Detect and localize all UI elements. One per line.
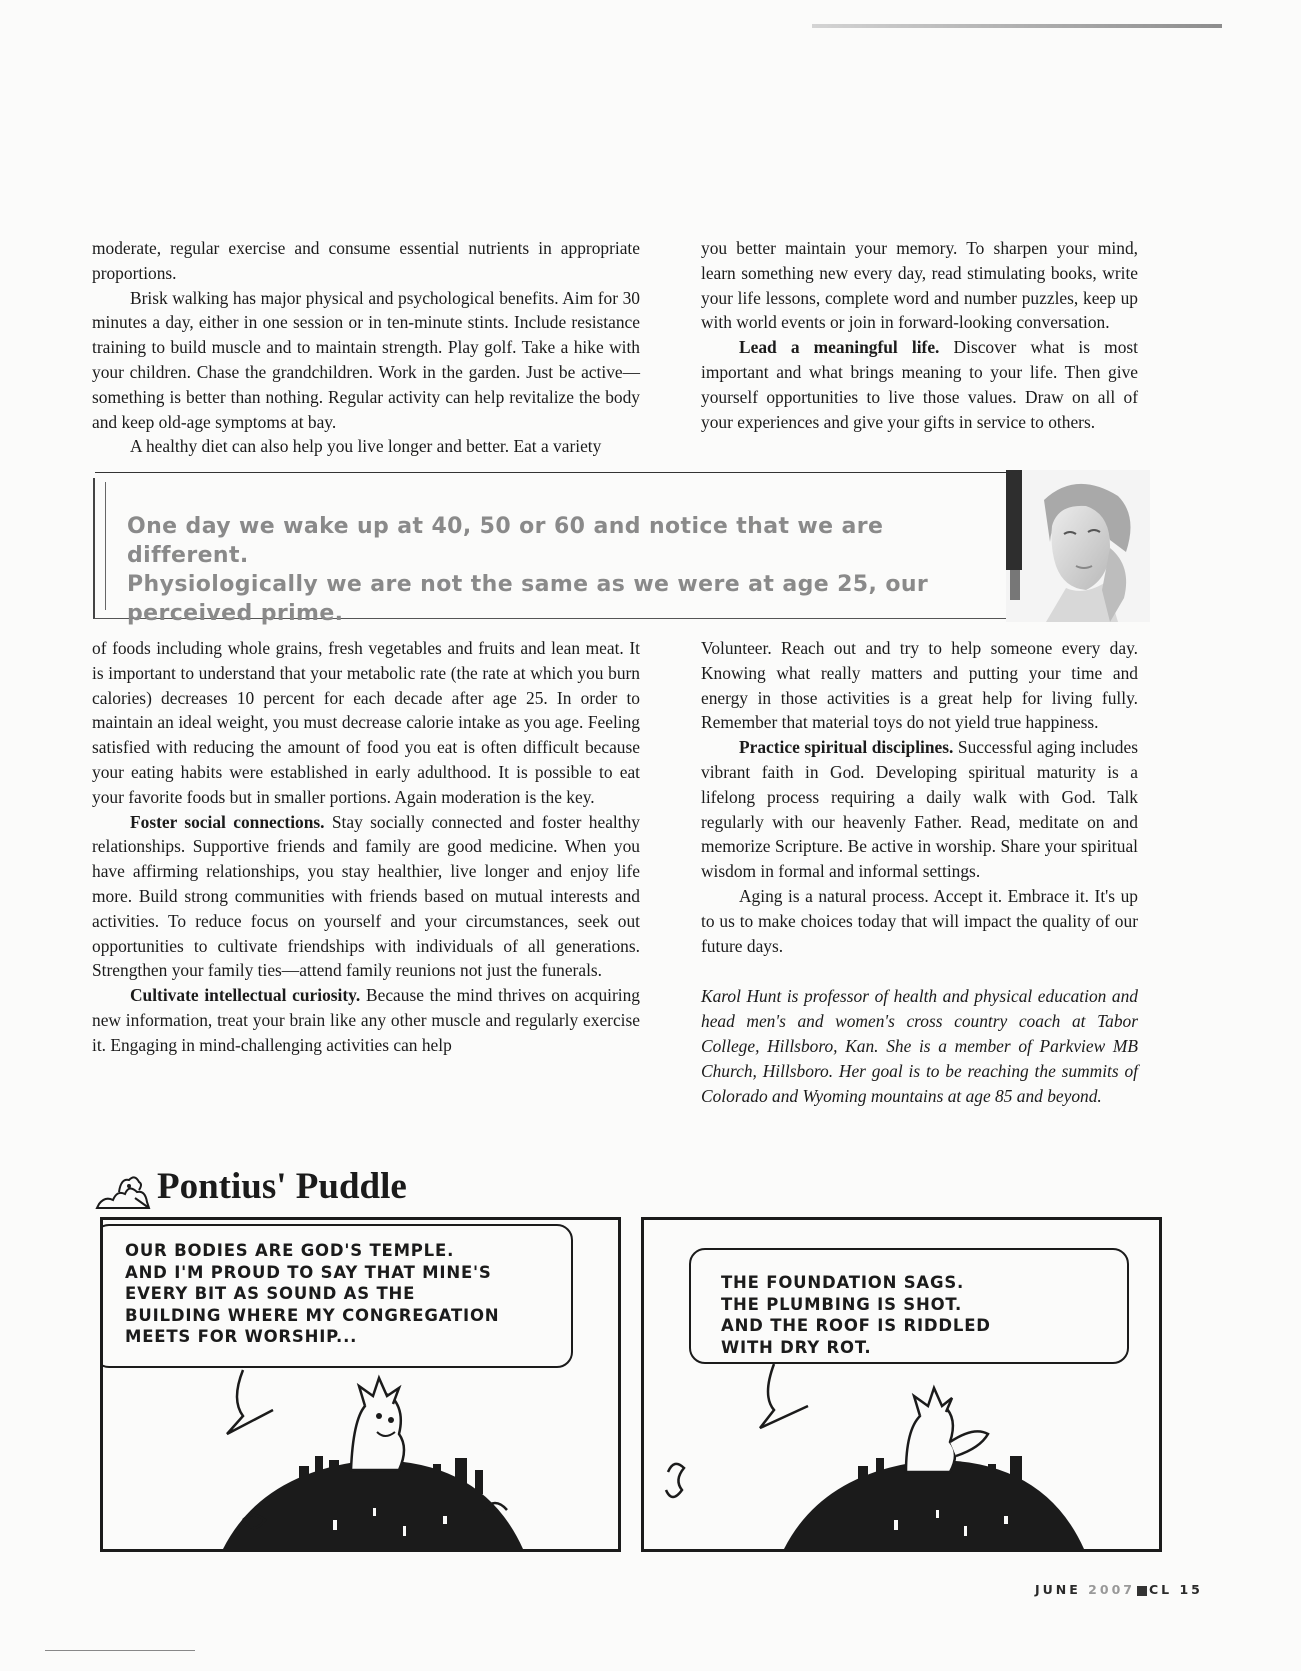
paragraph [701, 735, 1138, 884]
paragraph: you better maintain your memory. To sharpen your mind, learn something new every day, read stimulating books, write your life lessons, complete word and number puzzles, keep up with world events or join in forward-looking conversation. [701, 238, 1138, 333]
paragraph: Brisk walking has major physical and psychological benefits. Aim for 30 minutes a day, either in one session or in ten-minute stints. Include resistance training to build muscle and to maintain strength. Play golf. Take a hike with your children. Chase the grandchildren. Work in the garden. Just be active—something is better than nothing. Regular activity can help revitalize the body and keep old-age symptoms at bay. [92, 287, 640, 432]
page-footer [1035, 1582, 1203, 1597]
dialogue-line: BUILDING WHERE MY CONGREGATION [125, 1305, 500, 1325]
footer-year: 2007 [1088, 1582, 1135, 1597]
dialogue-line: AND THE ROOF IS RIDDLED [721, 1316, 991, 1335]
comic-title-text: Pontius' Puddle [157, 1166, 407, 1207]
dialogue-line: AND I'M PROUD TO SAY THAT MINE'S [125, 1262, 492, 1282]
pull-quote-inner-rule [105, 482, 106, 610]
dialogue-line: THE PLUMBING IS SHOT. [721, 1294, 963, 1314]
comic-panel-2 [641, 1217, 1162, 1552]
dialogue-line: EVERY BIT AS SOUND AS THE [125, 1284, 416, 1303]
paragraph: Aging is a natural process. Accept it. Embrace it. It's up to us to make choices today that will impact the quality of our future days. [701, 885, 1138, 956]
paragraph [92, 983, 640, 1057]
subhead-cultivate-intellectual-curiosity: Cultivate intellectual curiosity. [130, 985, 361, 1006]
woman-photo [1006, 470, 1150, 622]
paragraph [701, 335, 1138, 434]
article-column-right-top [701, 236, 1138, 434]
pull-quote-line-1: One day we wake up at 40, 50 or 60 and notice that we are different. [127, 514, 884, 568]
paragraph: Volunteer. Reach out and try to help someone every day. Knowing what really matters and putting your time and energy in those activities is a great help for living fully. Remember that material toys do not yield true happiness. [701, 638, 1138, 733]
speech-bubble-2 [689, 1248, 1129, 1364]
top-rule [812, 24, 1222, 28]
paragraph: A healthy diet can also help you live longer and better. Eat a variety [130, 436, 602, 457]
author-bio: Karol Hunt is professor of health and physical education and head men's and women's cross country coach at Tabor College, Hillsboro, Kan. She is a member of Parkview MB Church, Hillsboro. Her goal is to be reaching the summits of Colorado and Wyoming mountains at age 85 and beyond. [701, 986, 1138, 1106]
bottom-rule [45, 1650, 195, 1651]
paragraph-body: Discover what is most important and what brings meaning to your life. Then give yourself opportunities to live those values. Draw on all of your experiences and give your gifts in service to others. [701, 337, 1138, 432]
article-column-right-bottom [701, 636, 1138, 1108]
subhead-practice-spiritual-disciplines: Practice spiritual disciplines. [739, 737, 954, 758]
dialogue-line: THE FOUNDATION SAGS. [721, 1273, 965, 1292]
paragraph-body: Stay socially connected and foster healthy relationships. Supportive friends and family are good medicine. When you have affirming relationships, you stay healthier, live longer and enjoy life more. Build strong communities with friends based on mutual interests and activities. To reduce focus on yourself and your circumstances, seek out opportunities to cultivate friendships with individuals of all generations. Strengthen your family ties—attend family reunions not just the funerals. [92, 811, 640, 981]
dialogue-line: WITH DRY ROT. [721, 1337, 872, 1357]
article-column-left-bottom [92, 636, 640, 1058]
square-bullet-icon [1137, 1586, 1147, 1596]
subhead-foster-social-connections: Foster social connections. [130, 811, 325, 832]
article-column-left-top [92, 236, 640, 459]
comic-title [95, 1165, 407, 1210]
page-number: 15 [1179, 1582, 1203, 1597]
comic-panel-1 [100, 1217, 621, 1552]
subhead-lead-meaningful-life: Lead a meaningful life. [739, 337, 940, 358]
section-divider [95, 472, 1145, 473]
paragraph: of foods including whole grains, fresh vegetables and fruits and lean meat. It is important to understand that your metabolic rate (the rate at which you burn calories) decreases 10 percent for each decade after age 25. In order to maintain an ideal weight, you must decrease calorie intake as you age. Feeling satisfied with reducing the amount of food you eat is often difficult because your eating habits were established in early adulthood. It is possible to eat your favorite foods but in smaller portions. Again moderation is the key. [92, 638, 640, 807]
speech-bubble-1 [100, 1224, 573, 1368]
dialogue-line: MEETS FOR WORSHIP... [125, 1327, 358, 1346]
paragraph [92, 810, 640, 984]
pull-quote-box [93, 478, 1008, 626]
footer-magazine: CL [1148, 1582, 1173, 1597]
paragraph-body: Because the mind thrives on acquiring new information, treat your brain like any other muscle and regularly exercise it. Engaging in mind-challenging activities can help [92, 985, 640, 1055]
paragraph: moderate, regular exercise and consume essential nutrients in appropriate proportions. [92, 238, 640, 283]
pontius-puddle-logo-icon [95, 1170, 151, 1210]
pull-quote-text [127, 512, 1007, 628]
paragraph-body: Successful aging includes vibrant faith in God. Developing spiritual maturity is a lifelong process requiring a daily walk with God. Talk regularly with our heavenly Father. Read, meditate on and memorize Scripture. Be active in worship. Share your spiritual wisdom in formal and informal settings. [701, 737, 1138, 882]
pull-quote-line-2: Physiologically we are not the same as we were at age 25, our perceived prime. [127, 572, 929, 626]
footer-month: JUNE [1035, 1582, 1081, 1597]
dialogue-line: OUR BODIES ARE GOD'S TEMPLE. [125, 1241, 455, 1260]
